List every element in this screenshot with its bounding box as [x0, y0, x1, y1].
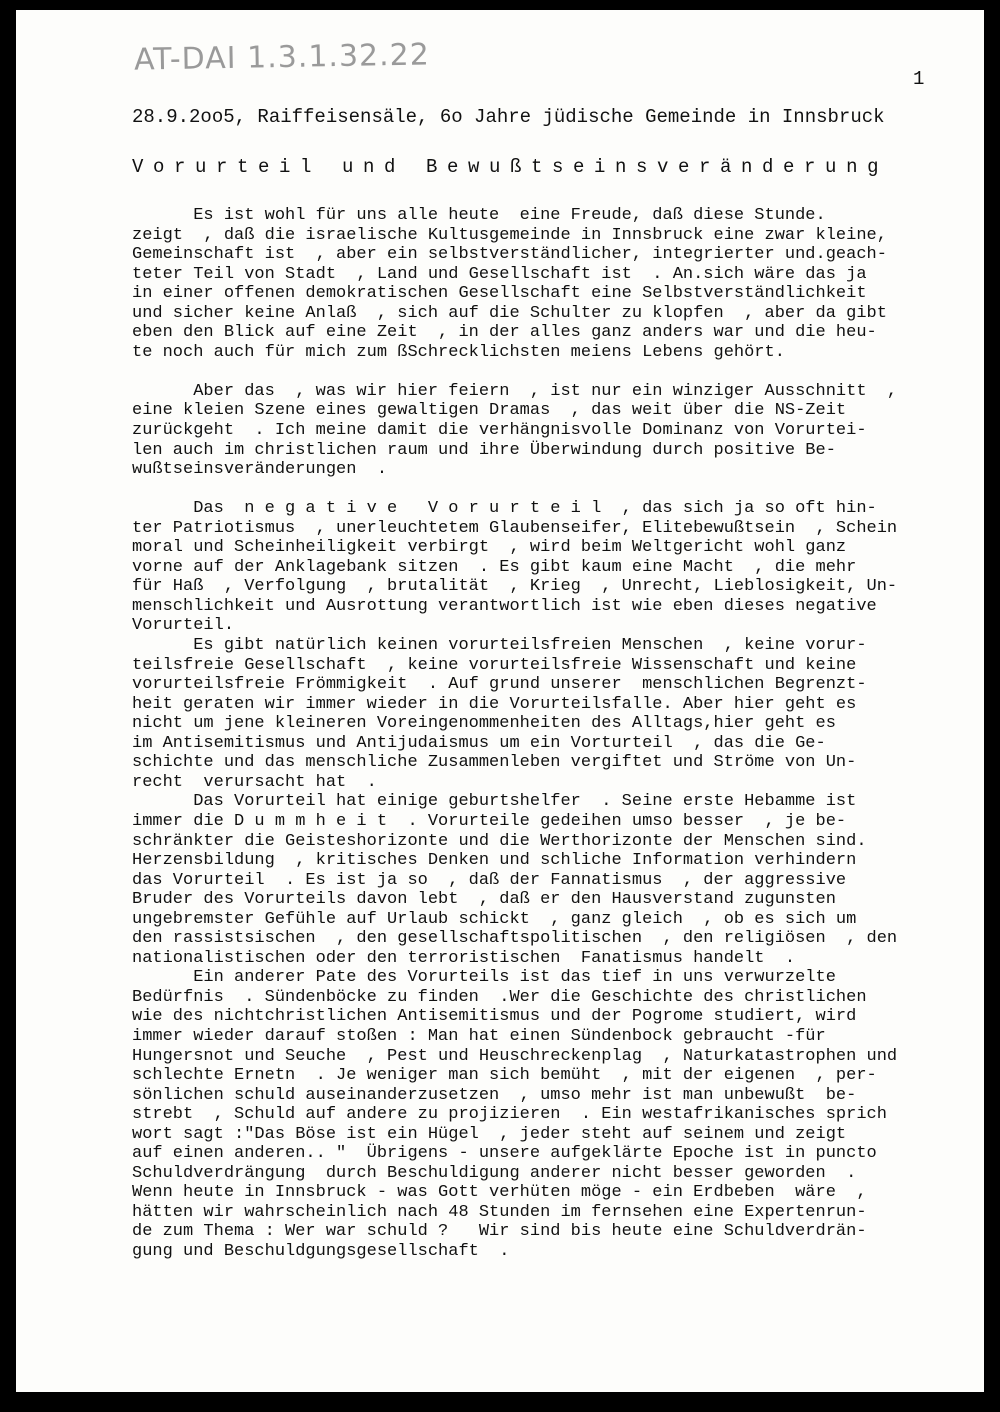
- text-line: ter Patriotismus , unerleuchtetem Glaubenseifer, Elitebewußtsein , Schein: [132, 518, 898, 538]
- text-line: sönlichen schuld auseinanderzusetzen , umso mehr ist man unbewußt be-: [132, 1085, 857, 1105]
- text-line: wie des nichtchristlichen Antisemitismus und der Pogrome studiert, wird: [132, 1007, 857, 1027]
- text-line: Herzensbildung , kritisches Denken und schliche Information verhindern: [132, 851, 857, 871]
- paragraph-gap: [132, 480, 984, 500]
- text-line: de zum Thema : Wer war schuld ? Wir sind bis heute eine Schuldverdrän-: [132, 1222, 867, 1242]
- text-line: Ein anderer Pate des Vorurteils ist das tief in uns verwurzelte: [132, 968, 836, 988]
- text-line: auf einen anderen.. " Übrigens - unsere aufgeklärte Epoche ist in puncto: [132, 1144, 877, 1164]
- text-line: zeigt , daß die israelische Kultusgemeinde in Innsbruck eine zwar kleine,: [132, 225, 887, 245]
- text-line: nationalistischen oder den terroristischen Fanatismus handelt .: [132, 948, 796, 968]
- paragraph: [132, 382, 984, 480]
- text-line: eine kleien Szene eines gewaltigen Dramas , das weit über die NS-Zeit: [132, 401, 847, 421]
- paragraph: [132, 206, 984, 362]
- text-line: hätten wir wahrscheinlich nach 48 Stunden im fernsehen eine Expertenrun-: [132, 1202, 867, 1222]
- text-line: nicht um jene kleineren Voreingenommenheiten des Alltags,hier geht es: [132, 714, 836, 734]
- text-line: moral und Scheinheiligkeit verbirgt , wird beim Weltgericht wohl ganz: [132, 538, 847, 558]
- text-line: schränkter die Geisteshorizonte und die Werthorizonte der Menschen sind.: [132, 831, 867, 851]
- header-date-venue: 28.9.2oo5, Raiffeisensäle, 6o Jahre jüdische Gemeinde in Innsbruck: [132, 106, 885, 128]
- text-line: immer die D u m m h e i t . Vorurteile gedeihen umso besser , je be-: [132, 811, 847, 831]
- text-line: Bedürfnis . Sündenböcke zu finden .Wer die Geschichte des christlichen: [132, 987, 867, 1007]
- document-sheet: [16, 10, 984, 1392]
- text-line: te noch auch für mich zum ßSchrecklichsten meiens Lebens gehört.: [132, 342, 785, 362]
- text-line: Das Vorurteil hat einige geburtshelfer . Seine erste Hebamme ist: [132, 792, 857, 812]
- text-line: Es gibt natürlich keinen vorurteilsfreien Menschen , keine vorur-: [132, 636, 867, 656]
- text-line: teilsfreie Gesellschaft , keine vorurteilsfreie Wissenschaft und keine: [132, 655, 857, 675]
- text-line: vorurteilsfreie Frömmigkeit . Auf grund unserer menschlichen Begrenzt-: [132, 675, 867, 695]
- text-line: teter Teil von Stadt , Land und Gesellschaft ist . An.sich wäre das ja: [132, 264, 867, 284]
- text-line: und sicher keine Anlaß , sich auf die Schulter zu klopfen , aber da gibt: [132, 303, 887, 323]
- text-line: gung und Beschuldgungsgesellschaft .: [132, 1241, 510, 1261]
- text-line: zurückgeht . Ich meine damit die verhängnisvolle Dominanz von Vorurtei-: [132, 421, 867, 441]
- paragraph: [132, 499, 984, 1261]
- text-line: vorne auf der Anklagebank sitzen . Es gibt kaum eine Macht , die mehr: [132, 557, 857, 577]
- text-line: das Vorurteil . Es ist ja so , daß der Fannatismus , der aggressive: [132, 870, 847, 890]
- paragraph-gap: [132, 362, 984, 382]
- page-number: 1: [913, 68, 925, 90]
- text-line: schlechte Ernetn . Je weniger man sich bemüht , mit der eigenen , per-: [132, 1066, 877, 1086]
- document-title: Vorurteil und Bewußtseinsveränderung: [132, 156, 889, 178]
- text-line: heit geraten wir immer wieder in die Vorurteilsfalle. Aber hier geht es: [132, 694, 857, 714]
- text-line: Das n e g a t i v e V o r u r t e i l , das sich ja so oft hin-: [132, 499, 877, 519]
- text-line: Vorurteil.: [132, 616, 235, 636]
- text-line: Wenn heute in Innsbruck - was Gott verhüten möge - ein Erdbeben wäre ,: [132, 1183, 867, 1203]
- text-line: für Haß , Verfolgung , brutalität , Krieg , Unrecht, Lieblosigkeit, Un-: [132, 577, 898, 597]
- text-line: in einer offenen demokratischen Gesellschaft eine Selbstverständlichkeit: [132, 284, 867, 304]
- text-line: Bruder des Vorurteils davon lebt , daß er den Hausverstand zugunsten: [132, 890, 836, 910]
- text-line: Gemeinschaft ist , aber ein selbstverständlicher, integrierter und.geach-: [132, 245, 887, 265]
- archive-signature-handwritten: AT-DAI 1.3.1.32.22: [133, 37, 431, 78]
- text-line: Es ist wohl für uns alle heute eine Freude, daß diese Stunde.: [132, 206, 826, 225]
- text-line: menschlichkeit und Ausrottung verantwortlich ist wie eben dieses negative: [132, 596, 877, 616]
- text-line: strebt , Schuld auf andere zu projizieren . Ein westafrikanisches sprich: [132, 1105, 887, 1125]
- text-line: den rassistsischen , den gesellschaftspolitischen , den religiösen , den: [132, 929, 898, 949]
- text-line: len auch im christlichen raum und ihre Überwindung durch positive Be-: [132, 440, 836, 460]
- text-line: wußtseinsveränderungen .: [132, 460, 388, 480]
- text-line: schichte und das menschliche Zusammenleben vergiftet und Ströme von Un-: [132, 753, 857, 773]
- text-line: Hungersnot und Seuche , Pest und Heuschreckenplag , Naturkatastrophen und: [132, 1046, 898, 1066]
- text-line: Schuldverdrängung durch Beschuldigung anderer nicht besser geworden .: [132, 1163, 857, 1183]
- text-line: recht verursacht hat .: [132, 772, 377, 792]
- text-line: immer wieder darauf stoßen : Man hat einen Sündenbock gebraucht -für: [132, 1026, 826, 1046]
- text-line: eben den Blick auf eine Zeit , in der alles ganz anders war und die heu-: [132, 323, 877, 343]
- text-line: ungebremster Gefühle auf Urlaub schickt , ganz gleich , ob es sich um: [132, 909, 857, 929]
- text-line: Aber das , was wir hier feiern , ist nur ein winziger Ausschnitt ,: [132, 381, 898, 401]
- text-line: im Antisemitismus und Antijudaismus um ein Vorturteil , das die Ge-: [132, 733, 826, 753]
- document-body: [132, 206, 984, 1262]
- text-line: wort sagt :"Das Böse ist ein Hügel , jeder steht auf seinem und zeigt: [132, 1124, 847, 1144]
